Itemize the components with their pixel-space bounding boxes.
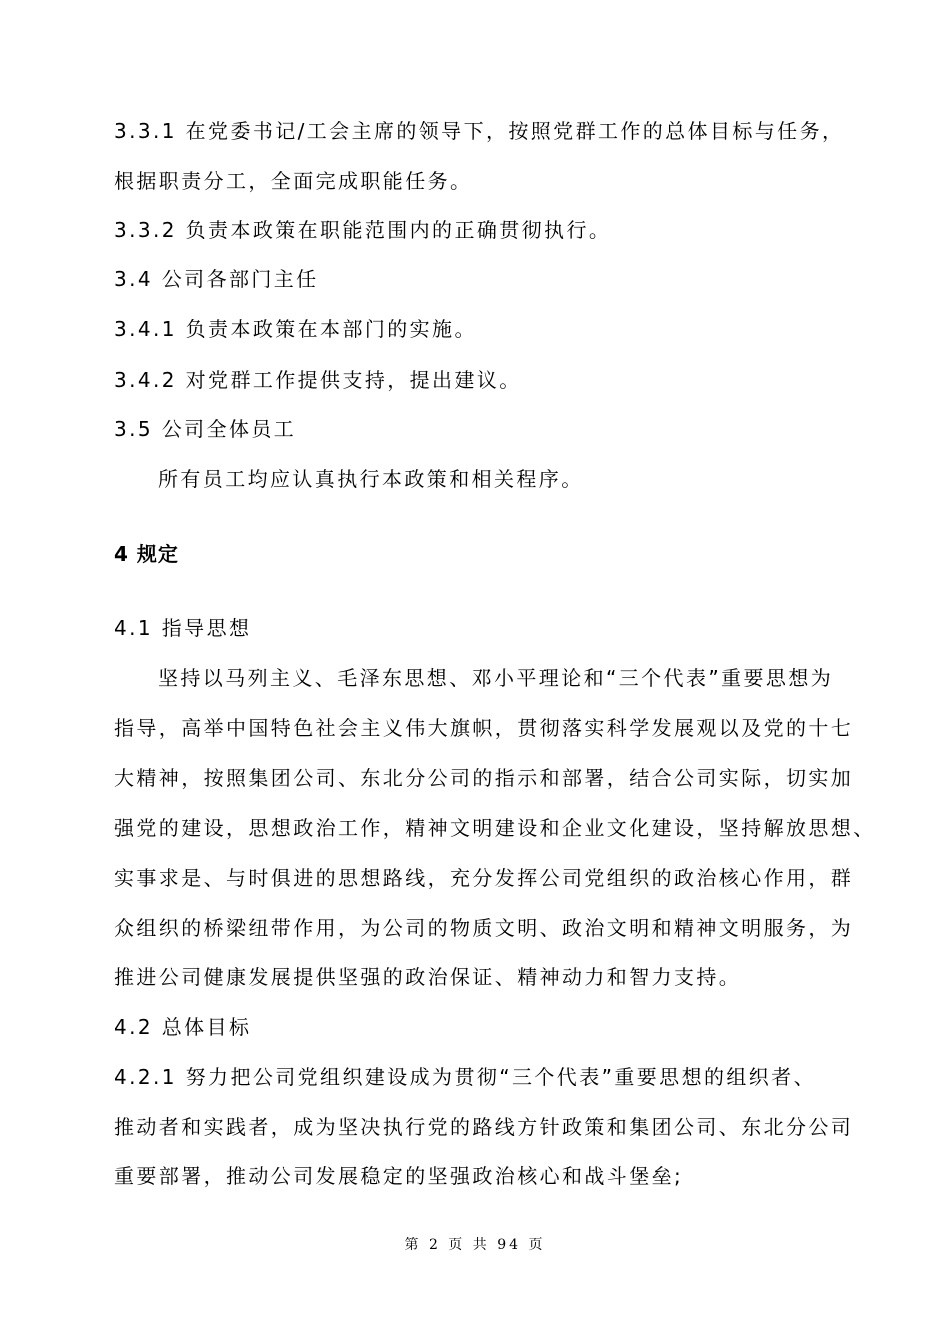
clause-4-2-1-line-1: 4.2.1 努力把公司党组织建设成为贯彻“三个代表”重要思想的组织者、 <box>114 1065 816 1089</box>
clause-3-3-2: 3.3.2 负责本政策在职能范围内的正确贯彻执行。 <box>114 218 612 242</box>
section-4-2-heading: 4.2 总体目标 <box>114 1015 252 1039</box>
clause-3-3-1-line-1: 3.3.1 在党委书记/工会主席的领导下，按照党群工作的总体目标与任务， <box>114 119 845 143</box>
clause-4-2-1-line-3: 重要部署，推动公司发展稳定的坚强政治核心和战斗堡垒; <box>114 1164 684 1188</box>
guiding-thought-line-6: 众组织的桥梁纽带作用，为公司的物质文明、政治文明和精神文明服务，为 <box>114 916 854 940</box>
clause-4-2-1-line-2: 推动者和实践者，成为坚决执行党的路线方针政策和集团公司、东北分公司 <box>114 1115 854 1139</box>
section-3-5-heading: 3.5 公司全体员工 <box>114 417 297 441</box>
guiding-thought-line-1: 坚持以马列主义、毛泽东思想、邓小平理论和“三个代表”重要思想为 <box>158 666 834 690</box>
page-footer: 第 2 页 共 94 页 <box>404 1237 546 1253</box>
guiding-thought-line-4: 强党的建设，思想政治工作，精神文明建设和企业文化建设，坚持解放思想、 <box>114 816 876 840</box>
section-3-5-body: 所有员工均应认真执行本政策和相关程序。 <box>158 467 584 491</box>
guiding-thought-line-3: 大精神，按照集团公司、东北分公司的指示和部署，结合公司实际，切实加 <box>114 766 854 790</box>
guiding-thought-line-7: 推进公司健康发展提供坚强的政治保证、精神动力和智力支持。 <box>114 965 742 989</box>
guiding-thought-line-2: 指导，高举中国特色社会主义伟大旗帜，贯彻落实科学发展观以及党的十七 <box>114 716 854 740</box>
section-3-4-heading: 3.4 公司各部门主任 <box>114 267 319 291</box>
guiding-thought-line-5: 实事求是、与时俱进的思想路线，充分发挥公司党组织的政治核心作用，群 <box>114 866 854 890</box>
clause-3-4-2: 3.4.2 对党群工作提供支持，提出建议。 <box>114 368 522 392</box>
clause-3-4-1: 3.4.1 负责本政策在本部门的实施。 <box>114 317 477 341</box>
section-4-1-heading: 4.1 指导思想 <box>114 616 252 640</box>
section-4-heading: 4 规定 <box>114 542 179 566</box>
clause-3-3-1-line-2: 根据职责分工，全面完成职能任务。 <box>114 169 473 193</box>
